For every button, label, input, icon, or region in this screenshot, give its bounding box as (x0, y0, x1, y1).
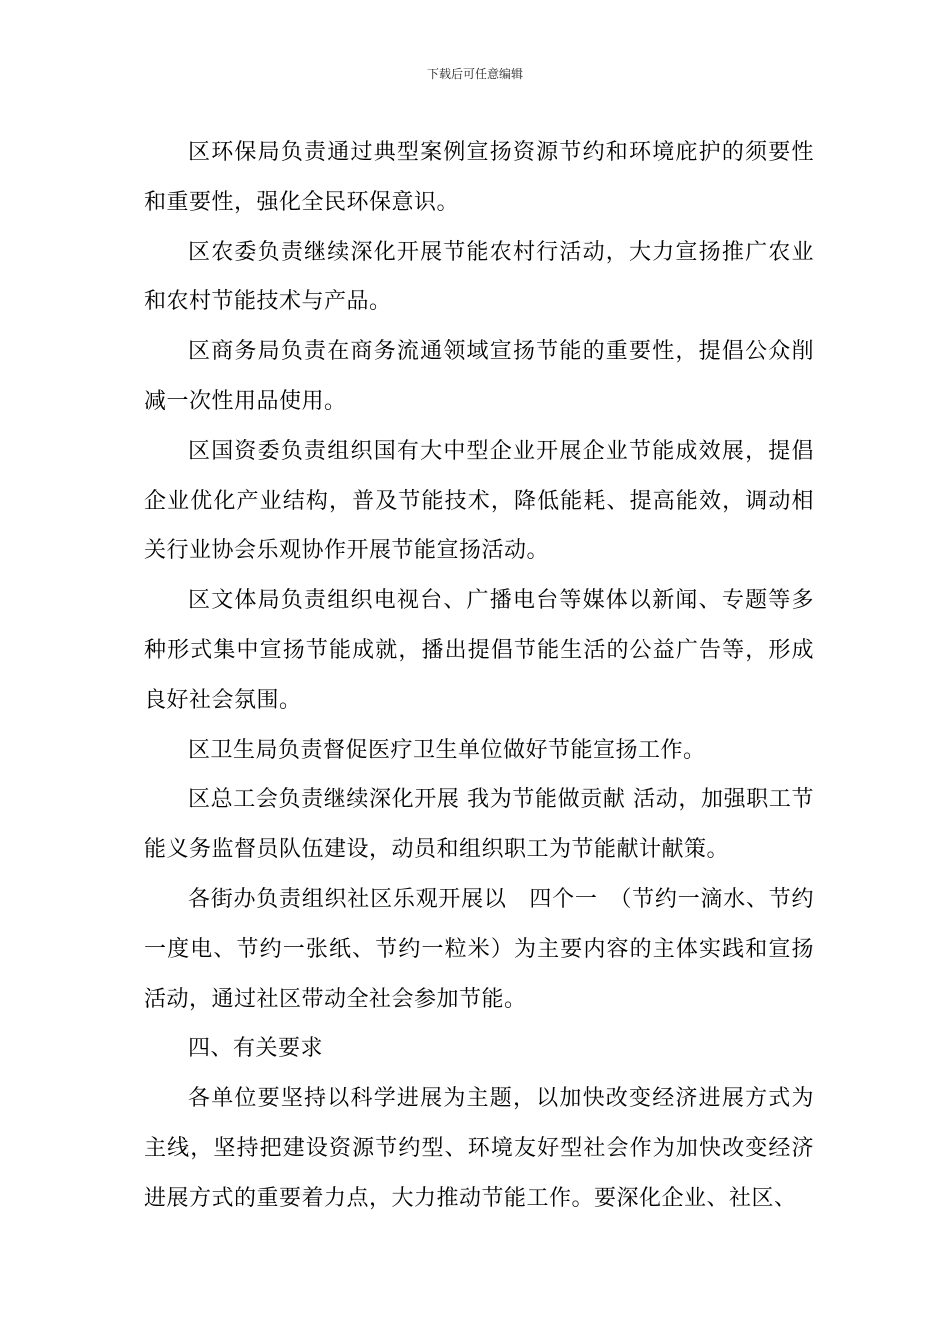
paragraph-agriculture-committee: 区农委负责继续深化开展节能农村行活动，大力宣扬推广农业和农村节能技术与产品。 (144, 239, 814, 315)
paragraph-sasac: 区国资委负责组织国有大中型企业开展企业节能成效展，提倡企业优化产业结构，普及节能技术，降低能耗、提高能效，调动相关行业协会乐观协作开展节能宣扬活动。 (144, 438, 814, 564)
paragraph-culture-sports-bureau: 区文体局负责组织电视台、广播电台等媒体以新闻、专题等多种形式集中宣扬节能成就，播出提倡节能生活的公益广告等，形成良好社会氛围。 (144, 588, 814, 713)
paragraph-requirements: 各单位要坚持以科学进展为主题，以加快改变经济进展方式为主线，坚持把建设资源节约型、环境友好型社会作为加快改变经济进展方式的重要着力点，大力推动节能工作。要深化企业、社区、 (144, 1086, 814, 1211)
paragraph-commerce-bureau: 区商务局负责在商务流通领域宣扬节能的重要性，提倡公众削减一次性用品使用。 (144, 339, 814, 414)
paragraph-health-bureau: 区卫生局负责督促医疗卫生单位做好节能宣扬工作。 (188, 737, 706, 763)
paragraph-trade-union: 区总工会负责继续深化开展 我为节能做贡献 活动，加强职工节能义务监督员队伍建设，动员和组织职工为节能献计献策。 (144, 787, 814, 863)
paragraph-environment-bureau: 区环保局负责通过典型案例宣扬资源节约和环境庇护的须要性和重要性，强化全民环保意识。 (144, 140, 814, 215)
paragraph-street-offices: 各街办负责组织社区乐观开展以 四个一 （节约一滴水、节约一度电、节约一张纸、节约一粒米）为主要内容的主体实践和宣扬活动，通过社区带动全社会参加节能。 (144, 886, 814, 1012)
document-body (144, 128, 814, 1224)
section-heading-requirements: 四、有关要求 (188, 1036, 324, 1062)
page-header: 下载后可任意编辑 (426, 67, 523, 81)
